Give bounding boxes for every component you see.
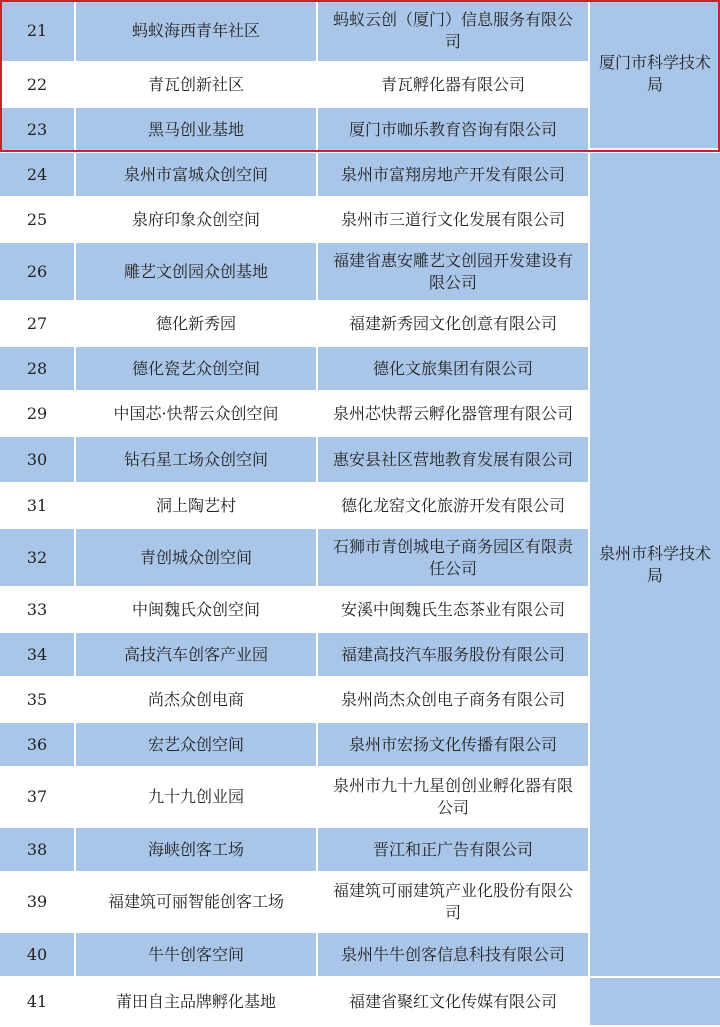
- row-number: 40: [0, 933, 74, 976]
- row-number: 25: [0, 198, 74, 241]
- operating-company: 福建省聚红文化传媒有限公司: [348, 991, 557, 1011]
- table-row: [0, 828, 588, 873]
- authority-label: 厦门市科学技术局: [598, 53, 711, 94]
- operating-company-cell: [318, 529, 588, 586]
- operating-company: 泉州芯快帮云孵化器管理有限公司: [332, 403, 573, 423]
- operating-company: 泉州牛牛创客信息科技有限公司: [340, 944, 565, 964]
- space-name: 宏艺众创空间: [76, 723, 316, 766]
- space-name: 青创城众创空间: [76, 529, 316, 586]
- space-name: 中国芯·快帮云众创空间: [76, 392, 316, 435]
- space-name: 青瓦创新社区: [76, 63, 316, 106]
- row-number: 26: [0, 243, 74, 300]
- table-row: [0, 873, 588, 933]
- space-name: 德化新秀园: [76, 302, 316, 345]
- space-name: 德化瓷艺众创空间: [76, 347, 316, 390]
- operating-company: 泉州市三道行文化发展有限公司: [340, 209, 565, 229]
- operating-company: 德化龙窑文化旅游开发有限公司: [340, 495, 565, 515]
- operating-company-cell: [318, 63, 588, 106]
- space-name: 海峡创客工场: [76, 828, 316, 871]
- operating-company: 福建省惠安雕艺文创园开发建设有限公司: [332, 250, 573, 292]
- table-row: [0, 723, 588, 768]
- table-row: [0, 198, 588, 243]
- operating-company: 泉州市富翔房地产开发有限公司: [340, 164, 565, 184]
- operating-company-cell: [318, 153, 588, 196]
- row-number: 38: [0, 828, 74, 871]
- space-name: 牛牛创客空间: [76, 933, 316, 976]
- row-number: 39: [0, 873, 74, 931]
- operating-company-cell: [318, 108, 588, 151]
- authority-cell: [590, 153, 720, 976]
- row-number: 33: [0, 588, 74, 631]
- table-row: [0, 347, 588, 392]
- operating-company: 泉州尚杰众创电子商务有限公司: [340, 689, 565, 709]
- operating-company: 惠安县社区营地教育发展有限公司: [332, 449, 573, 469]
- row-number: 27: [0, 302, 74, 345]
- table-row: [0, 243, 588, 302]
- operating-company-cell: [318, 978, 588, 1025]
- row-number: 30: [0, 437, 74, 482]
- authority-cell: [590, 0, 720, 148]
- row-number: 36: [0, 723, 74, 766]
- table-row: [0, 529, 588, 588]
- space-name: 泉府印象众创空间: [76, 198, 316, 241]
- row-number: 23: [0, 108, 74, 151]
- space-name: 莆田自主品牌孵化基地: [76, 978, 316, 1025]
- table-row: [0, 63, 588, 108]
- operating-company-cell: [318, 198, 588, 241]
- operating-company: 晋江和正广告有限公司: [372, 839, 533, 859]
- space-name: 中闽魏氏众创空间: [76, 588, 316, 631]
- operating-company-cell: [318, 243, 588, 300]
- table-row: [0, 153, 588, 198]
- operating-company-cell: [318, 768, 588, 826]
- operating-company-cell: [318, 633, 588, 676]
- operating-company: 安溪中闽魏氏生态茶业有限公司: [340, 599, 565, 619]
- operating-company: 德化文旅集团有限公司: [372, 358, 533, 378]
- table-row: [0, 588, 588, 633]
- operating-company: 福建高技汽车服务股份有限公司: [340, 644, 565, 664]
- operating-company-cell: [318, 484, 588, 527]
- space-name: 钻石星工场众创空间: [76, 437, 316, 482]
- row-number: 37: [0, 768, 74, 826]
- space-name: 九十九创业园: [76, 768, 316, 826]
- operating-company-cell: [318, 0, 588, 61]
- operating-company: 泉州市九十九星创创业孵化器有限公司: [332, 776, 573, 817]
- operating-company: 青瓦孵化器有限公司: [380, 74, 525, 94]
- row-number: 34: [0, 633, 74, 676]
- space-name: 黑马创业基地: [76, 108, 316, 151]
- operating-company-cell: [318, 933, 588, 976]
- row-number: 35: [0, 678, 74, 721]
- row-number: 22: [0, 63, 74, 106]
- operating-company: 福建新秀园文化创意有限公司: [348, 313, 557, 333]
- table-row: [0, 484, 588, 529]
- table-row: [0, 392, 588, 437]
- table-row: [0, 108, 588, 153]
- authority-cell: [590, 978, 720, 1025]
- authority-label: 泉州市科学技术局: [598, 543, 711, 585]
- row-number: 29: [0, 392, 74, 435]
- table-row: [0, 633, 588, 678]
- row-number: 24: [0, 153, 74, 196]
- row-number: 28: [0, 347, 74, 390]
- space-name: 高技汽车创客产业园: [76, 633, 316, 676]
- operating-company: 泉州市宏扬文化传播有限公司: [348, 734, 557, 754]
- row-number: 32: [0, 529, 74, 586]
- operating-company: 厦门市咖乐教育咨询有限公司: [348, 119, 557, 139]
- table-row: [0, 678, 588, 723]
- space-name: 蚂蚁海西青年社区: [76, 0, 316, 61]
- row-number: 31: [0, 484, 74, 527]
- operating-company-cell: [318, 302, 588, 345]
- operating-company: 蚂蚁云创（厦门）信息服务有限公司: [332, 9, 573, 51]
- table-row: [0, 978, 588, 1027]
- space-name: 雕艺文创园众创基地: [76, 243, 316, 300]
- table-row: [0, 0, 588, 63]
- table-row: [0, 933, 588, 978]
- operating-company-cell: [318, 347, 588, 390]
- space-name: 泉州市富城众创空间: [76, 153, 316, 196]
- operating-company-cell: [318, 678, 588, 721]
- operating-company-cell: [318, 873, 588, 931]
- table-row: [0, 302, 588, 347]
- space-name: 福建筑可丽智能创客工场: [76, 873, 316, 931]
- operating-company-cell: [318, 437, 588, 482]
- operating-company-cell: [318, 392, 588, 435]
- row-number: 41: [0, 978, 74, 1025]
- table-row: [0, 768, 588, 828]
- operating-company-cell: [318, 828, 588, 871]
- space-name: 尚杰众创电商: [76, 678, 316, 721]
- operating-company-cell: [318, 588, 588, 631]
- operating-company: 石狮市青创城电子商务园区有限责任公司: [332, 536, 573, 578]
- table-row: [0, 437, 588, 484]
- operating-company-cell: [318, 723, 588, 766]
- operating-company: 福建筑可丽建筑产业化股份有限公司: [332, 881, 573, 922]
- row-number: 21: [0, 0, 74, 61]
- space-name: 洞上陶艺村: [76, 484, 316, 527]
